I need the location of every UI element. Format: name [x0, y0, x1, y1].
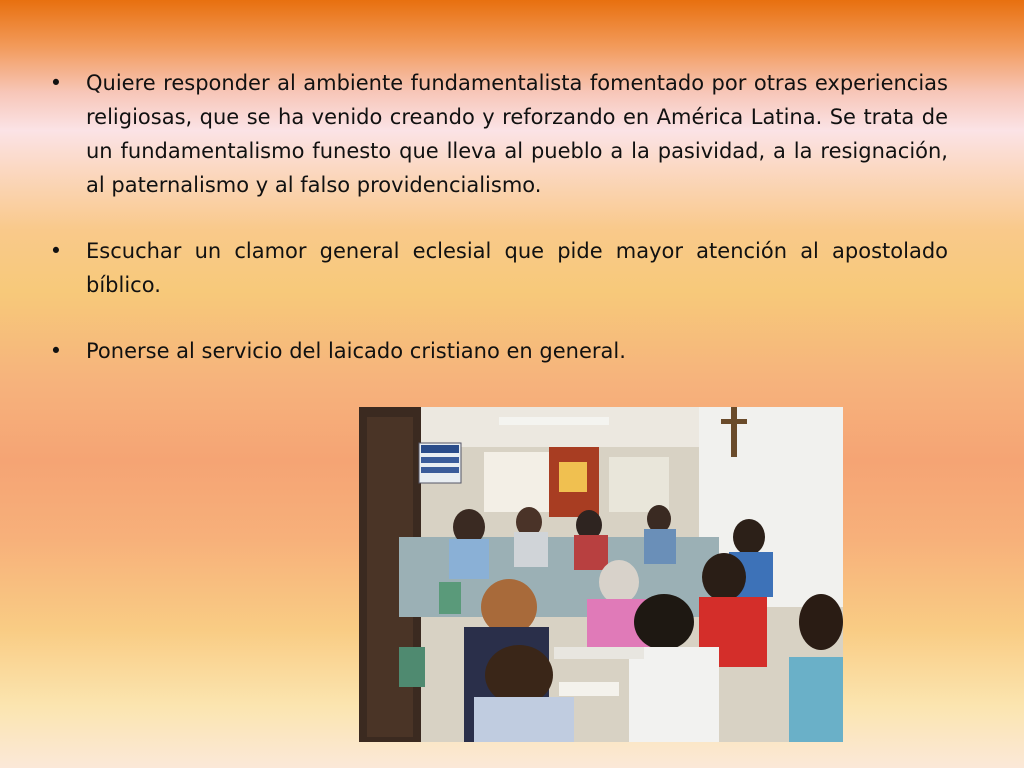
bullet-text: Quiere responder al ambiente fundamentalista fomentado por otras experiencias religiosas, que se ha venido creando y reforzando en América Latina. Se trata de un fundamentalismo funesto que lleva al pueblo a la pasividad, a la resignación, al paternalismo y al falso providencialismo. — [86, 71, 948, 197]
bullet-marker: • — [49, 339, 63, 363]
bullet-text: Ponerse al servicio del laicado cristiano en general. — [86, 339, 626, 363]
bullet-item-3 — [46, 334, 948, 368]
bullet-marker: • — [49, 239, 63, 263]
bullet-marker: • — [49, 71, 63, 95]
bullet-list — [46, 66, 948, 400]
bullet-item-2 — [46, 234, 948, 302]
bullet-text: Escuchar un clamor general eclesial que pide mayor atención al apostolado bíblico. — [86, 239, 948, 297]
classroom-photo — [359, 407, 843, 742]
wall-poster — [419, 443, 461, 483]
bullet-item-1 — [46, 66, 948, 202]
